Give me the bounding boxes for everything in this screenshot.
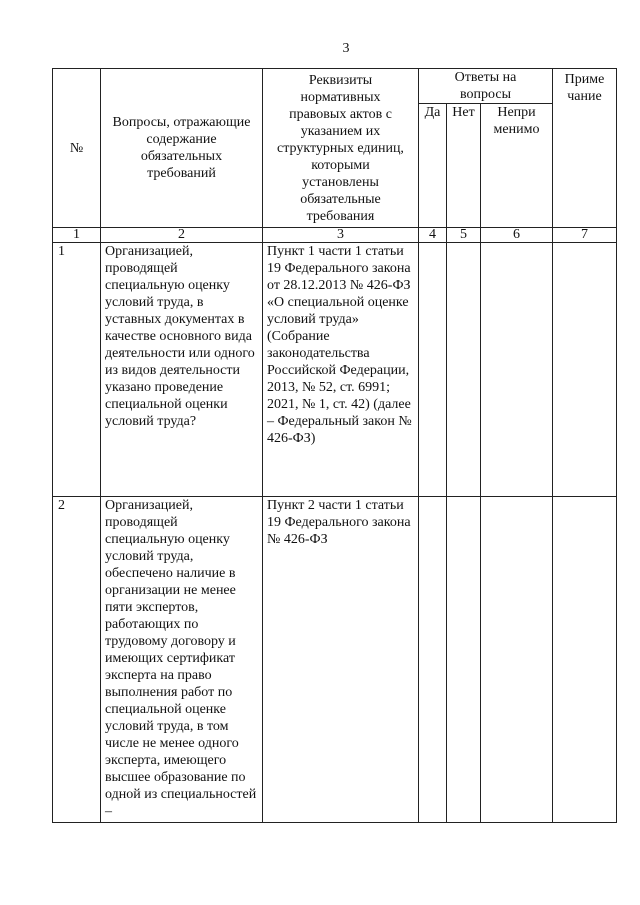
question-text: Организацией, проводящей специальную оценку условий труда, обеспечено наличие в организации не менее пяти экспертов, работающих по трудовому договору и имеющих сертификат эксперта на право выполнения работ по специальной оценке условий труда, в том числе не менее одного эксперта, имеющего высшее образование по одной из специальностей – bbox=[101, 497, 263, 823]
header-row bbox=[53, 69, 617, 104]
row-number: 2 bbox=[53, 497, 101, 823]
header-answers: Ответы на вопросы bbox=[419, 69, 553, 104]
row-number: 1 bbox=[53, 243, 101, 497]
header-requisites: Реквизиты нормативных правовых актов с указанием их структурных единиц, которыми установлены обязательные требования bbox=[263, 69, 419, 228]
page-number: 3 bbox=[342, 41, 350, 56]
requisites-text: Пункт 1 части 1 статьи 19 Федерального закона от 28.12.2013 № 426-ФЗ «О специальной оценке условий труда» (Собрание законодательства Российской Федерации, 2013, № 52, ст. 6991; 2021, № 1, ст. 42) (далее – Федеральный закон № 426-ФЗ) bbox=[263, 243, 419, 497]
header-yes: Да bbox=[419, 104, 447, 228]
answer-yes-cell bbox=[419, 497, 447, 823]
header-number: № bbox=[53, 69, 101, 228]
column-number: 2 bbox=[101, 228, 263, 243]
requisites-text: Пункт 2 части 1 статьи 19 Федерального закона № 426-ФЗ bbox=[263, 497, 419, 823]
answer-no-cell bbox=[447, 497, 481, 823]
table-row bbox=[53, 243, 617, 497]
note-cell bbox=[553, 243, 617, 497]
column-number-row bbox=[53, 228, 617, 243]
column-number: 7 bbox=[553, 228, 617, 243]
answer-yes-cell bbox=[419, 243, 447, 497]
answer-no-cell bbox=[447, 243, 481, 497]
header-not-applicable: Непри менимо bbox=[481, 104, 553, 228]
header-no-answer: Нет bbox=[447, 104, 481, 228]
column-number: 5 bbox=[447, 228, 481, 243]
answer-not-applicable-cell bbox=[481, 243, 553, 497]
column-number: 6 bbox=[481, 228, 553, 243]
column-number: 3 bbox=[263, 228, 419, 243]
header-questions: Вопросы, отражающие содержание обязательных требований bbox=[101, 69, 263, 228]
table-row bbox=[53, 497, 617, 823]
note-cell bbox=[553, 497, 617, 823]
answer-not-applicable-cell bbox=[481, 497, 553, 823]
checklist-table bbox=[52, 68, 617, 823]
header-note: Приме чание bbox=[553, 69, 617, 228]
column-number: 1 bbox=[53, 228, 101, 243]
column-number: 4 bbox=[419, 228, 447, 243]
question-text: Организацией, проводящей специальную оценку условий труда, в уставных документах в качестве основного вида деятельности или одного из видов деятельности указано проведение специальной оценки условий труда? bbox=[101, 243, 263, 497]
